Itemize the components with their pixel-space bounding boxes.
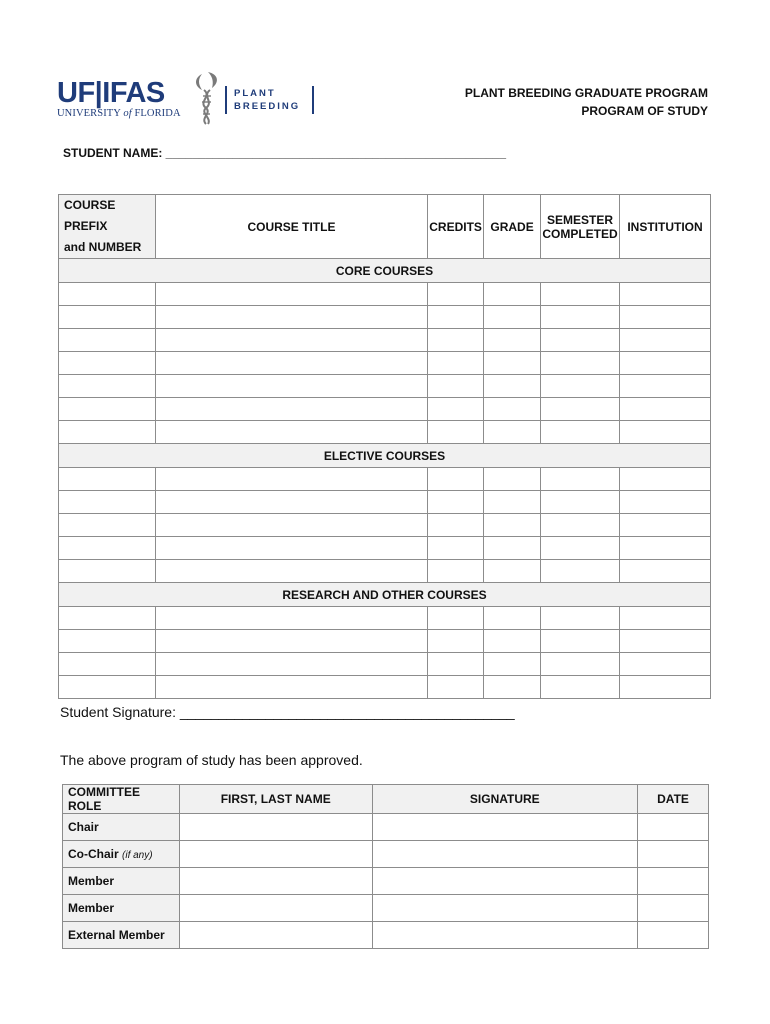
col-committee-role: COMMITTEE ROLE bbox=[63, 785, 180, 814]
name-cell[interactable] bbox=[179, 868, 372, 895]
cell-semester[interactable] bbox=[541, 537, 620, 560]
cell-grade[interactable] bbox=[484, 607, 541, 630]
cell-semester[interactable] bbox=[541, 421, 620, 444]
col-grade: GRADE bbox=[484, 195, 541, 259]
cell-title[interactable] bbox=[155, 676, 427, 699]
cell-grade[interactable] bbox=[484, 329, 541, 352]
role-label: Member bbox=[63, 868, 180, 895]
cell-credits[interactable] bbox=[428, 607, 484, 630]
cell-credits[interactable] bbox=[428, 468, 484, 491]
cell-institution[interactable] bbox=[620, 560, 711, 583]
cell-title[interactable] bbox=[155, 537, 427, 560]
committee-row-member[interactable] bbox=[63, 895, 709, 922]
committee-row-chair[interactable] bbox=[63, 814, 709, 841]
signature-cell[interactable] bbox=[372, 868, 638, 895]
cell-prefix[interactable] bbox=[59, 283, 156, 306]
col-course-title: COURSE TITLE bbox=[155, 195, 427, 259]
committee-table-header bbox=[63, 785, 709, 814]
cell-title[interactable] bbox=[155, 352, 427, 375]
name-cell[interactable] bbox=[179, 841, 372, 868]
table-row[interactable] bbox=[59, 491, 711, 514]
cell-grade[interactable] bbox=[484, 375, 541, 398]
cell-credits[interactable] bbox=[428, 306, 484, 329]
name-cell[interactable] bbox=[179, 895, 372, 922]
table-row[interactable] bbox=[59, 375, 711, 398]
cell-institution[interactable] bbox=[620, 491, 711, 514]
cell-credits[interactable] bbox=[428, 537, 484, 560]
course-table bbox=[58, 194, 711, 699]
cell-grade[interactable] bbox=[484, 468, 541, 491]
date-cell[interactable] bbox=[638, 841, 709, 868]
committee-row-co-chair[interactable] bbox=[63, 841, 709, 868]
student-signature-field[interactable]: Student Signature: ___________________________________________ bbox=[60, 704, 515, 720]
signature-cell[interactable] bbox=[372, 841, 638, 868]
cell-institution[interactable] bbox=[620, 537, 711, 560]
cell-title[interactable] bbox=[155, 306, 427, 329]
col-institution: INSTITUTION bbox=[620, 195, 711, 259]
col-credits: CREDITS bbox=[428, 195, 484, 259]
cell-title[interactable] bbox=[155, 607, 427, 630]
cell-credits[interactable] bbox=[428, 283, 484, 306]
cell-prefix[interactable] bbox=[59, 375, 156, 398]
cell-prefix[interactable] bbox=[59, 537, 156, 560]
date-cell[interactable] bbox=[638, 922, 709, 949]
cell-prefix[interactable] bbox=[59, 653, 156, 676]
role-label: Member bbox=[63, 895, 180, 922]
cell-prefix[interactable] bbox=[59, 630, 156, 653]
cell-prefix[interactable] bbox=[59, 306, 156, 329]
cell-institution[interactable] bbox=[620, 468, 711, 491]
cell-institution[interactable] bbox=[620, 421, 711, 444]
cell-title[interactable] bbox=[155, 653, 427, 676]
cell-semester[interactable] bbox=[541, 329, 620, 352]
cell-title[interactable] bbox=[155, 421, 427, 444]
cell-semester[interactable] bbox=[541, 375, 620, 398]
cell-institution[interactable] bbox=[620, 352, 711, 375]
cell-semester[interactable] bbox=[541, 283, 620, 306]
cell-semester[interactable] bbox=[541, 306, 620, 329]
cell-title[interactable] bbox=[155, 375, 427, 398]
date-cell[interactable] bbox=[638, 895, 709, 922]
cell-semester[interactable] bbox=[541, 607, 620, 630]
col-first-last-name: FIRST, LAST NAME bbox=[179, 785, 372, 814]
cell-grade[interactable] bbox=[484, 306, 541, 329]
cell-grade[interactable] bbox=[484, 560, 541, 583]
cell-credits[interactable] bbox=[428, 421, 484, 444]
cell-grade[interactable] bbox=[484, 653, 541, 676]
plant-text: PLANT bbox=[234, 88, 276, 99]
committee-row-external-member[interactable] bbox=[63, 922, 709, 949]
cell-title[interactable] bbox=[155, 468, 427, 491]
cell-prefix[interactable] bbox=[59, 421, 156, 444]
cell-prefix[interactable] bbox=[59, 607, 156, 630]
signature-cell[interactable] bbox=[372, 895, 638, 922]
cell-prefix[interactable] bbox=[59, 514, 156, 537]
cell-prefix[interactable] bbox=[59, 676, 156, 699]
cell-prefix[interactable] bbox=[59, 491, 156, 514]
section-core-courses: CORE COURSES bbox=[59, 259, 711, 283]
date-cell[interactable] bbox=[638, 814, 709, 841]
cell-credits[interactable] bbox=[428, 375, 484, 398]
uf-ifas-logo bbox=[57, 77, 181, 124]
cell-institution[interactable] bbox=[620, 306, 711, 329]
cell-semester[interactable] bbox=[541, 491, 620, 514]
table-row[interactable] bbox=[59, 352, 711, 375]
cell-institution[interactable] bbox=[620, 329, 711, 352]
cell-title[interactable] bbox=[155, 283, 427, 306]
cell-prefix[interactable] bbox=[59, 398, 156, 421]
cell-grade[interactable] bbox=[484, 676, 541, 699]
signature-cell[interactable] bbox=[372, 814, 638, 841]
cell-credits[interactable] bbox=[428, 676, 484, 699]
cell-semester[interactable] bbox=[541, 630, 620, 653]
col-signature: SIGNATURE bbox=[372, 785, 638, 814]
cell-grade[interactable] bbox=[484, 537, 541, 560]
table-row[interactable] bbox=[59, 537, 711, 560]
cell-grade[interactable] bbox=[484, 352, 541, 375]
logo-divider-right bbox=[312, 86, 314, 114]
committee-row-member[interactable] bbox=[63, 868, 709, 895]
table-row[interactable] bbox=[59, 560, 711, 583]
role-label: External Member bbox=[63, 922, 180, 949]
cell-institution[interactable] bbox=[620, 398, 711, 421]
cell-grade[interactable] bbox=[484, 421, 541, 444]
table-row[interactable] bbox=[59, 514, 711, 537]
name-cell[interactable] bbox=[179, 922, 372, 949]
cell-credits[interactable] bbox=[428, 514, 484, 537]
table-row[interactable] bbox=[59, 398, 711, 421]
cell-grade[interactable] bbox=[484, 491, 541, 514]
cell-semester[interactable] bbox=[541, 653, 620, 676]
cell-prefix[interactable] bbox=[59, 560, 156, 583]
col-semester-completed: SEMESTER COMPLETED bbox=[541, 195, 620, 259]
course-table-header bbox=[59, 195, 711, 259]
plant-dna-icon bbox=[190, 70, 224, 126]
cell-credits[interactable] bbox=[428, 630, 484, 653]
table-row[interactable] bbox=[59, 653, 711, 676]
logo-divider bbox=[225, 86, 227, 114]
breeding-text: BREEDING bbox=[234, 101, 301, 112]
table-row[interactable] bbox=[59, 283, 711, 306]
cell-title[interactable] bbox=[155, 398, 427, 421]
table-row[interactable] bbox=[59, 676, 711, 699]
cell-grade[interactable] bbox=[484, 630, 541, 653]
section-research-courses: RESEARCH AND OTHER COURSES bbox=[59, 583, 711, 607]
cell-title[interactable] bbox=[155, 491, 427, 514]
name-cell[interactable] bbox=[179, 814, 372, 841]
date-cell[interactable] bbox=[638, 868, 709, 895]
table-row[interactable] bbox=[59, 421, 711, 444]
cell-credits[interactable] bbox=[428, 329, 484, 352]
cell-institution[interactable] bbox=[620, 283, 711, 306]
table-row[interactable] bbox=[59, 607, 711, 630]
cell-title[interactable] bbox=[155, 514, 427, 537]
col-date: DATE bbox=[638, 785, 709, 814]
cell-institution[interactable] bbox=[620, 653, 711, 676]
cell-institution[interactable] bbox=[620, 607, 711, 630]
cell-credits[interactable] bbox=[428, 352, 484, 375]
if-any-note: (if any) bbox=[122, 850, 153, 861]
cell-semester[interactable] bbox=[541, 398, 620, 421]
signature-cell[interactable] bbox=[372, 922, 638, 949]
committee-table bbox=[62, 784, 709, 949]
cell-semester[interactable] bbox=[541, 514, 620, 537]
cell-semester[interactable] bbox=[541, 352, 620, 375]
uf-ifas-wordmark: UF|IFAS bbox=[57, 77, 165, 109]
table-row[interactable] bbox=[59, 306, 711, 329]
table-row[interactable] bbox=[59, 630, 711, 653]
student-name-field[interactable]: STUDENT NAME: ___________________________________________________ bbox=[63, 146, 507, 160]
cell-title[interactable] bbox=[155, 329, 427, 352]
cell-title[interactable] bbox=[155, 560, 427, 583]
cell-credits[interactable] bbox=[428, 653, 484, 676]
cell-grade[interactable] bbox=[484, 283, 541, 306]
table-row[interactable] bbox=[59, 468, 711, 491]
role-label: Co-Chair (if any) bbox=[63, 841, 180, 868]
plant-breeding-logo bbox=[190, 70, 320, 126]
cell-prefix[interactable] bbox=[59, 329, 156, 352]
cell-institution[interactable] bbox=[620, 630, 711, 653]
cell-title[interactable] bbox=[155, 630, 427, 653]
role-label: Chair bbox=[63, 814, 180, 841]
cell-prefix[interactable] bbox=[59, 352, 156, 375]
cell-credits[interactable] bbox=[428, 560, 484, 583]
approval-statement: The above program of study has been approved. bbox=[60, 752, 363, 768]
cell-semester[interactable] bbox=[541, 676, 620, 699]
cell-grade[interactable] bbox=[484, 514, 541, 537]
cell-institution[interactable] bbox=[620, 514, 711, 537]
col-course-prefix: COURSE PREFIX and NUMBER bbox=[59, 195, 156, 259]
cell-grade[interactable] bbox=[484, 398, 541, 421]
table-row[interactable] bbox=[59, 329, 711, 352]
program-title-line1: PLANT BREEDING GRADUATE PROGRAM bbox=[464, 86, 708, 100]
university-of-florida-text: UNIVERSITY of FLORIDA bbox=[57, 108, 181, 119]
cell-institution[interactable] bbox=[620, 375, 711, 398]
program-title bbox=[465, 84, 708, 120]
cell-institution[interactable] bbox=[620, 676, 711, 699]
cell-prefix[interactable] bbox=[59, 468, 156, 491]
cell-credits[interactable] bbox=[428, 398, 484, 421]
section-elective-courses: ELECTIVE COURSES bbox=[59, 444, 711, 468]
program-title-line2: PROGRAM OF STUDY bbox=[581, 104, 708, 118]
cell-semester[interactable] bbox=[541, 468, 620, 491]
cell-credits[interactable] bbox=[428, 491, 484, 514]
cell-semester[interactable] bbox=[541, 560, 620, 583]
